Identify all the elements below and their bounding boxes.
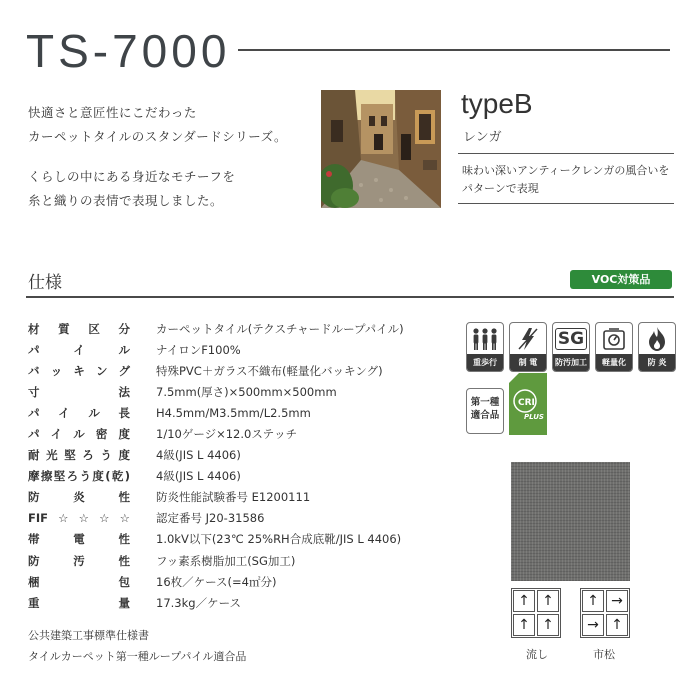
product-title: TS-7000 [26,25,231,77]
spec-label: パイル [28,342,130,357]
antistatic-icon [509,322,547,372]
arrow-up-icon: ↑ [513,614,535,636]
pattern-checker-diagram [580,588,630,638]
class1-line1: 第一種 [470,397,500,408]
flame-retardant-icon [638,322,676,372]
spec-row [28,529,404,550]
spec-row [28,381,404,402]
spec-row [28,508,404,529]
spec-row [28,402,404,423]
title-divider [238,49,670,51]
stain-resistant-icon [552,322,590,372]
spec-value: 17.3kg／ケース [156,595,241,610]
spec-row [28,339,404,360]
spec-row [28,423,404,444]
arrow-right-icon: → [606,590,628,612]
cri-plus-text: PLUS [524,413,544,421]
spec-value: ナイロンF100% [156,342,241,357]
spec-label: 材質区分 [28,321,130,336]
icon-caption: 重歩行 [467,354,503,372]
icon-caption: 軽量化 [596,354,632,372]
spec-label: 帯電性 [28,532,130,547]
arrow-up-icon: ↑ [537,614,559,636]
spec-row [28,318,404,339]
pattern-flow-label: 流し [526,648,548,661]
sg-mark: SG [555,328,587,350]
icon-caption: 防 炎 [639,354,675,372]
spec-label: 摩擦堅ろう度(乾) [28,469,130,484]
cri-text: CRI [518,398,535,408]
spec-heading: 仕様 [28,273,62,293]
spec-label: 重量 [28,595,130,610]
spec-row [28,571,404,592]
spec-table [28,318,404,613]
class1-compliance-badge [466,388,504,434]
spec-label: パイル長 [28,405,130,420]
arrow-up-icon: ↑ [513,590,535,612]
spec-row [28,487,404,508]
arrow-up-icon: ↑ [606,614,628,636]
brick-alley-photo [321,90,441,208]
icon-caption: 制 電 [510,354,546,372]
spec-value: 16枚／ケース(=4㎡分) [156,574,277,589]
spec-value: 4級(JIS L 4406) [156,448,241,463]
spec-value: カーペットタイル(テクスチャードループパイル) [156,321,404,336]
spec-divider [26,296,674,298]
spec-label: 防汚性 [28,553,130,568]
spec-row [28,466,404,487]
intro-line-4: 糸と織りの表情で表現しました。 [28,193,224,208]
icon-caption: 防汚加工 [553,354,589,372]
intro-line-3: くらしの中にある身近なモチーフを [28,169,236,184]
lightweight-icon [595,322,633,372]
spec-row [28,592,404,613]
cri-green-label-plus-logo [509,373,547,435]
heavy-walking-icon [466,322,504,372]
carpet-swatch [511,462,630,581]
spec-row [28,550,404,571]
arrow-up-icon: ↑ [537,590,559,612]
type-divider-bottom [458,203,674,204]
voc-badge: VOC対策品 [570,270,672,289]
pattern-flow-diagram [511,588,561,638]
arrow-up-icon: ↑ [582,590,604,612]
spec-value: H4.5mm/M3.5mm/L2.5mm [156,405,311,420]
intro-line-2: カーペットタイルのスタンダードシリーズ。 [28,129,288,144]
class1-line2: 適合品 [470,410,500,421]
spec-value: 特殊PVC＋ガラス不織布(軽量化バッキング) [156,363,383,378]
spec-label: 耐光堅ろう度 [28,448,130,463]
spec-row [28,445,404,466]
type-subtitle: レンガ [463,130,502,145]
spec-value: 1.0kV以下(23℃ 25%RH合成底靴/JIS L 4406) [156,532,402,547]
arrow-right-icon: → [582,614,604,636]
spec-value: 1/10ゲージ×12.0ステッチ [156,427,298,442]
spec-value: 7.5mm(厚さ)×500mm×500mm [156,384,337,399]
spec-row [28,360,404,381]
footnote-2: タイルカーペット第一種ループパイル適合品 [28,650,247,663]
footnote-1: 公共建築工事標準仕様書 [28,629,149,642]
type-name: typeB [461,88,533,119]
spec-label: 防炎性 [28,490,130,505]
spec-value: 4級(JIS L 4406) [156,469,241,484]
intro-line-1: 快適さと意匠性にこだわった [28,105,197,120]
spec-label: バッキング [28,363,130,378]
spec-label: 寸法 [28,384,130,399]
pattern-checker-label: 市松 [593,648,615,661]
spec-label: FIF☆☆☆☆ [28,511,130,526]
spec-value: 認定番号 J20-31586 [156,511,265,526]
spec-value: 防炎性能試験番号 E1200111 [156,490,311,505]
type-divider-top [458,153,674,154]
type-description: 味わい深いアンティークレンガの風合いをパターンで表現 [462,164,670,195]
spec-label: 梱包 [28,574,130,589]
spec-label: パイル密度 [28,427,130,442]
spec-value: フッ素系樹脂加工(SG加工) [156,553,296,568]
